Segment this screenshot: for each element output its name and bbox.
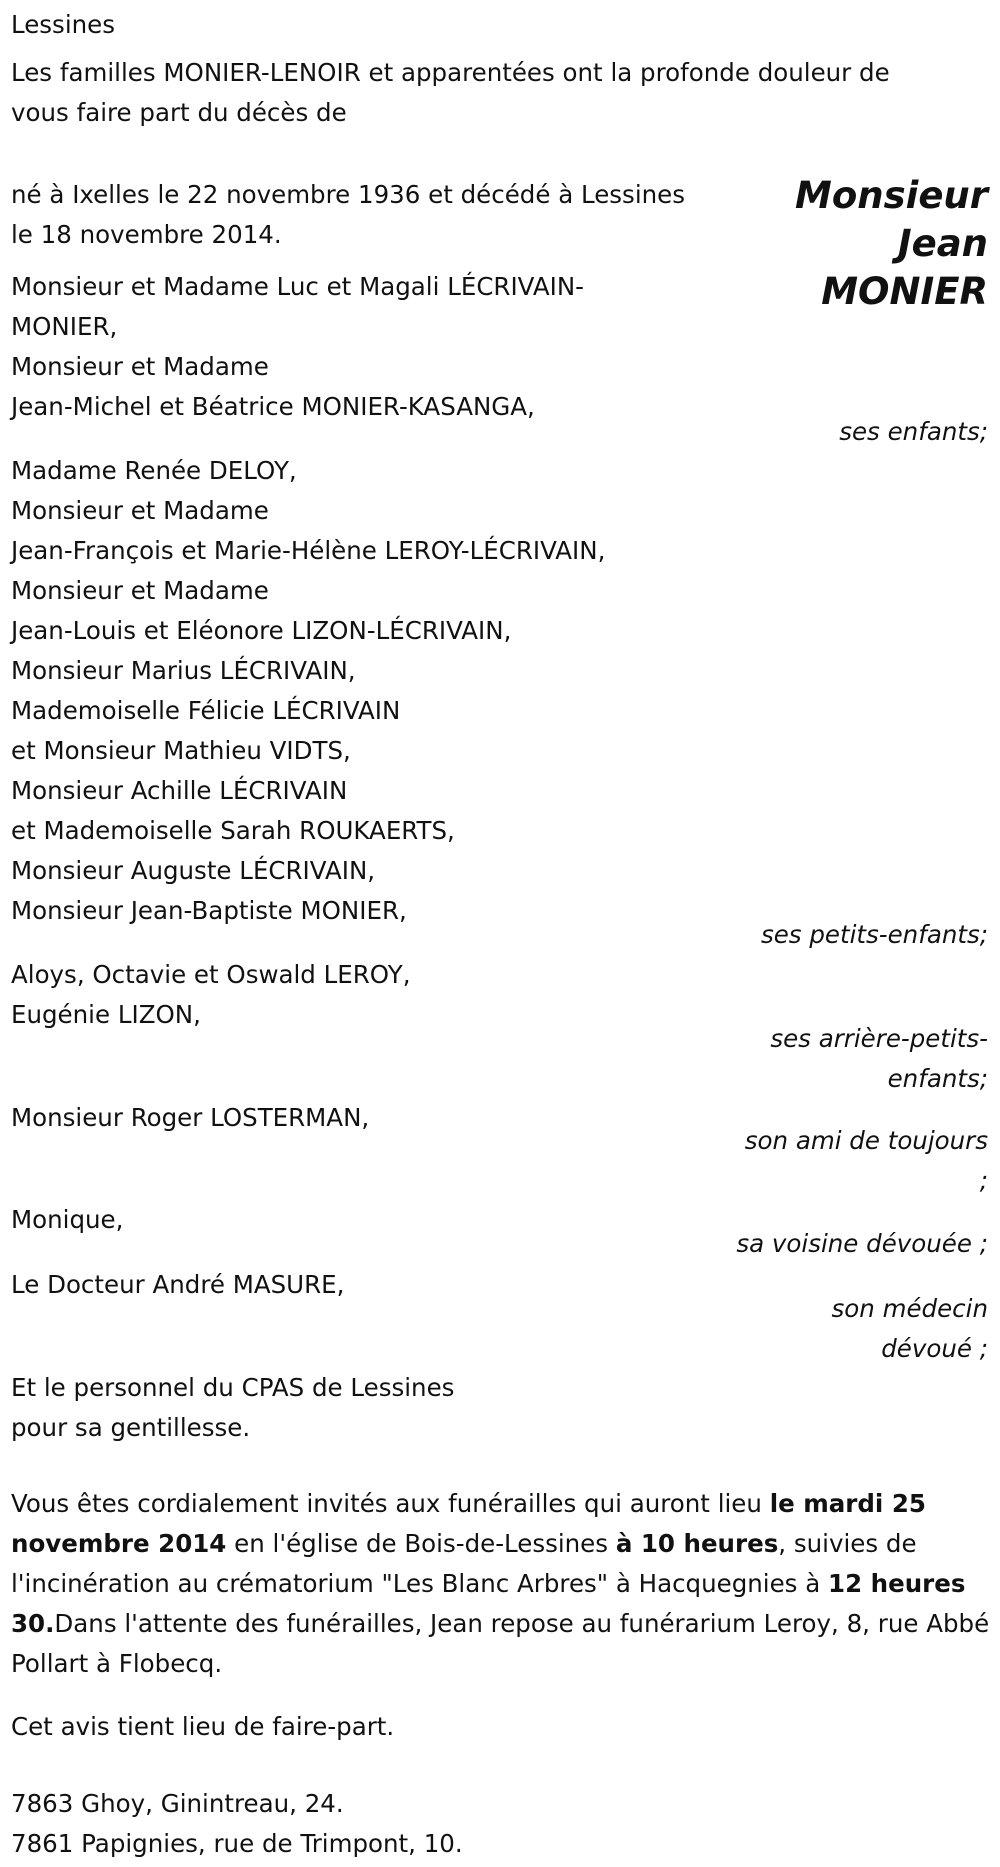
birth-death-line-2: le 18 novembre 2014. — [11, 220, 282, 249]
friend-line: Monsieur Roger LOSTERMAN, — [11, 1103, 370, 1132]
children-label: ses enfants; — [839, 417, 988, 446]
grandchild-line: Mademoiselle Félicie LÉCRIVAIN — [11, 696, 401, 725]
grandchild-line: Monsieur et Madame — [11, 496, 269, 525]
funeral-text-1: Vous êtes cordialement invités aux funérailles qui auront lieu — [11, 1489, 770, 1518]
funeral-paragraph — [11, 1484, 1000, 1684]
grandchild-line: Monsieur Jean-Baptiste MONIER, — [11, 896, 407, 925]
deceased-last-name: MONIER — [821, 270, 988, 313]
grandchild-line: et Monsieur Mathieu VIDTS, — [11, 736, 351, 765]
deceased-title: Monsieur — [795, 174, 988, 217]
friend-label-2: ; — [979, 1166, 988, 1195]
funeral-text-4: Dans l'attente des funérailles, Jean repose au funérarium Leroy, 8, rue Abbé Pollart à Flobecq. — [11, 1609, 990, 1678]
grandchild-line: Jean-François et Marie-Hélène LEROY-LÉCRIVAIN, — [11, 536, 606, 565]
birth-death-line-1: né à Ixelles le 22 novembre 1936 et décédé à Lessines — [11, 180, 685, 209]
grandchild-line: et Mademoiselle Sarah ROUKAERTS, — [11, 816, 455, 845]
grandchild-line: Monsieur Marius LÉCRIVAIN, — [11, 656, 356, 685]
doctor-label-2: dévoué ; — [881, 1334, 988, 1363]
funeral-time-crematorium: 12 heures 30. — [11, 1569, 966, 1638]
grandchild-line: Monsieur Achille LÉCRIVAIN — [11, 776, 348, 805]
grandchild-line: Madame Renée DELOY, — [11, 456, 297, 485]
grandchild-line: Monsieur et Madame — [11, 576, 269, 605]
address-line-2: 7861 Papignies, rue de Trimpont, 10. — [11, 1829, 463, 1858]
great-grandchild-line: Aloys, Octavie et Oswald LEROY, — [11, 960, 411, 989]
children-line: Monsieur et Madame Luc et Magali LÉCRIVAIN- — [11, 272, 585, 301]
great-grandchildren-label-2: enfants; — [887, 1064, 988, 1093]
funeral-date: le mardi 25 novembre 2014 — [11, 1489, 926, 1558]
intro-line-1: Les familles MONIER-LENOIR et apparentées ont la profonde douleur de — [11, 58, 890, 87]
children-line: MONIER, — [11, 312, 118, 341]
neighbor-label: sa voisine dévouée ; — [736, 1229, 988, 1258]
doctor-label-1: son médecin — [831, 1294, 988, 1323]
great-grandchildren-label-1: ses arrière-petits- — [770, 1024, 988, 1053]
intro-line-2: vous faire part du décès de — [11, 98, 347, 127]
notice-line: Cet avis tient lieu de faire-part. — [11, 1712, 395, 1741]
neighbor-line: Monique, — [11, 1205, 124, 1234]
doctor-line: Le Docteur André MASURE, — [11, 1270, 345, 1299]
children-line: Monsieur et Madame — [11, 352, 269, 381]
deceased-name — [795, 172, 988, 316]
cpas-line-2: pour sa gentillesse. — [11, 1413, 251, 1442]
grandchild-line: Jean-Louis et Eléonore LIZON-LÉCRIVAIN, — [11, 616, 512, 645]
deceased-first-name: Jean — [897, 222, 988, 265]
children-line: Jean-Michel et Béatrice MONIER-KASANGA, — [11, 392, 535, 421]
cpas-line-1: Et le personnel du CPAS de Lessines — [11, 1373, 455, 1402]
funeral-text-3: , suivies de l'incinération au crématorium "Les Blanc Arbres" à Hacquegnies à — [11, 1529, 917, 1598]
town-heading: Lessines — [11, 10, 115, 39]
funeral-time-church: à 10 heures — [615, 1529, 779, 1558]
grandchild-line: Monsieur Auguste LÉCRIVAIN, — [11, 856, 376, 885]
address-line-1: 7863 Ghoy, Ginintreau, 24. — [11, 1789, 344, 1818]
friend-label-1: son ami de toujours — [744, 1126, 988, 1155]
grandchildren-label: ses petits-enfants; — [760, 920, 988, 949]
funeral-text-2: en l'église de Bois-de-Lessines — [226, 1529, 616, 1558]
great-grandchild-line: Eugénie LIZON, — [11, 1000, 201, 1029]
